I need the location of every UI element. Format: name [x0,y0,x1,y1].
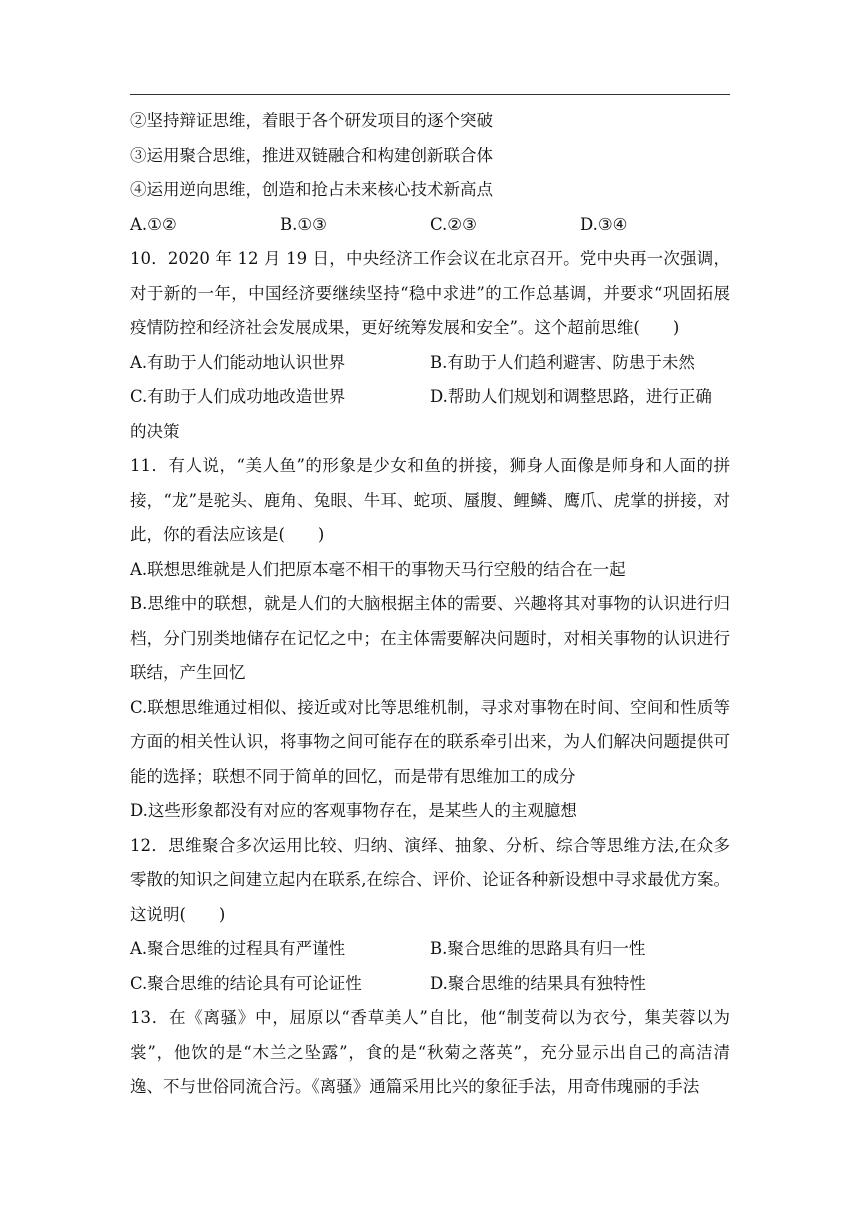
q12-options-row-2 [130,967,730,1002]
q12-option-c: C.聚合思维的结论具有可论证性 [130,973,362,993]
q9-option-d: D.③④ [580,214,628,234]
q10-option-d-continued: 的决策 [130,421,180,441]
q10-option-d: D.帮助人们规划和调整思路，进行正确 [430,387,712,406]
q12-options-row-1 [130,932,730,967]
q10-option-a: A.有助于人们能动地认识世界 [130,352,346,372]
q10-options-row-2 [130,380,730,415]
header-rule [130,94,730,95]
q12-option-d: D.聚合思维的结果具有独特性 [430,973,646,993]
q9-option-b: B.①③ [280,214,327,234]
q9-option-c: C.②③ [430,214,477,234]
q11-stem: 11．有人说，“美人鱼”的形象是少女和鱼的拼接，狮身人面像是师身和人面的拼接，“龙”是驼头、鹿角、兔眼、牛耳、蛇项、蜃腹、鲤鳞、鹰爪、虎掌的拼接，对此，你的看法应该是( ) [130,456,730,544]
q10-option-b: B.有助于人们趋利避害、防患于未然 [430,352,695,372]
q11-option-d: D.这些形象都没有对应的客观事物存在，是某些人的主观臆想 [130,801,577,820]
q11-option-a: A.联想思维就是人们把原本毫不相干的事物天马行空般的结合在一起 [130,559,626,579]
q9-option-a: A.①② [130,214,177,234]
q9-item-3: ③运用聚合思维，推进双链融合和构建创新联合体 [130,145,493,165]
q13-stem: 13．在《离骚》中，屈原以“香草美人”自比，他“制芰荷以为衣兮，集芙蓉以为裳”，他饮的是“木兰之坠露”，食的是“秋菊之落英”，充分显示出自己的高洁清逸、不与世俗同流合污。《离骚》通篇采用比兴的象征手法，用奇伟瑰丽的手法 [130,1008,730,1096]
page-content [130,104,730,1105]
q11-option-c: C.联想思维通过相似、接近或对比等思维机制，寻求对事物在时间、空间和性质等方面的相关性认识，将事物之间可能存在的联系牵引出来，为人们解决问题提供可能的选择；联想不同于简单的回忆，而是带有思维加工的成分 [130,697,730,786]
q12-stem: 12．思维聚合多次运用比较、归纳、演绎、抽象、分析、综合等思维方法,在众多零散的知识之间建立起内在联系,在综合、评价、论证各种新设想中寻求最优方案。这说明( ) [130,835,730,924]
q12-option-a: A.聚合思维的过程具有严谨性 [130,939,346,958]
q9-item-2: ②坚持辩证思维，着眼于各个研发项目的逐个突破 [130,111,493,130]
q12-option-b: B.聚合思维的思路具有归一性 [430,939,646,958]
q9-item-4: ④运用逆向思维，创造和抢占未来核心技术新高点 [130,180,493,199]
q10-options-row-1 [130,346,730,381]
q9-options [130,208,730,243]
q10-stem: 10．2020 年 12 月 19 日，中央经济工作会议在北京召开。党中央再一次强调，对于新的一年，中国经济要继续坚持“稳中求进”的工作总基调，并要求“巩固拓展疫情防控和经济社会发展成果，更好统筹发展和安全”。这个超前思维( ) [130,249,730,337]
q11-option-b: B.思维中的联想，就是人们的大脑根据主体的需要、兴趣将其对事物的认识进行归档，分门别类地储存在记忆之中；在主体需要解决问题时，对相关事物的认识进行联结，产生回忆 [130,594,730,682]
q10-option-c: C.有助于人们成功地改造世界 [130,387,346,406]
